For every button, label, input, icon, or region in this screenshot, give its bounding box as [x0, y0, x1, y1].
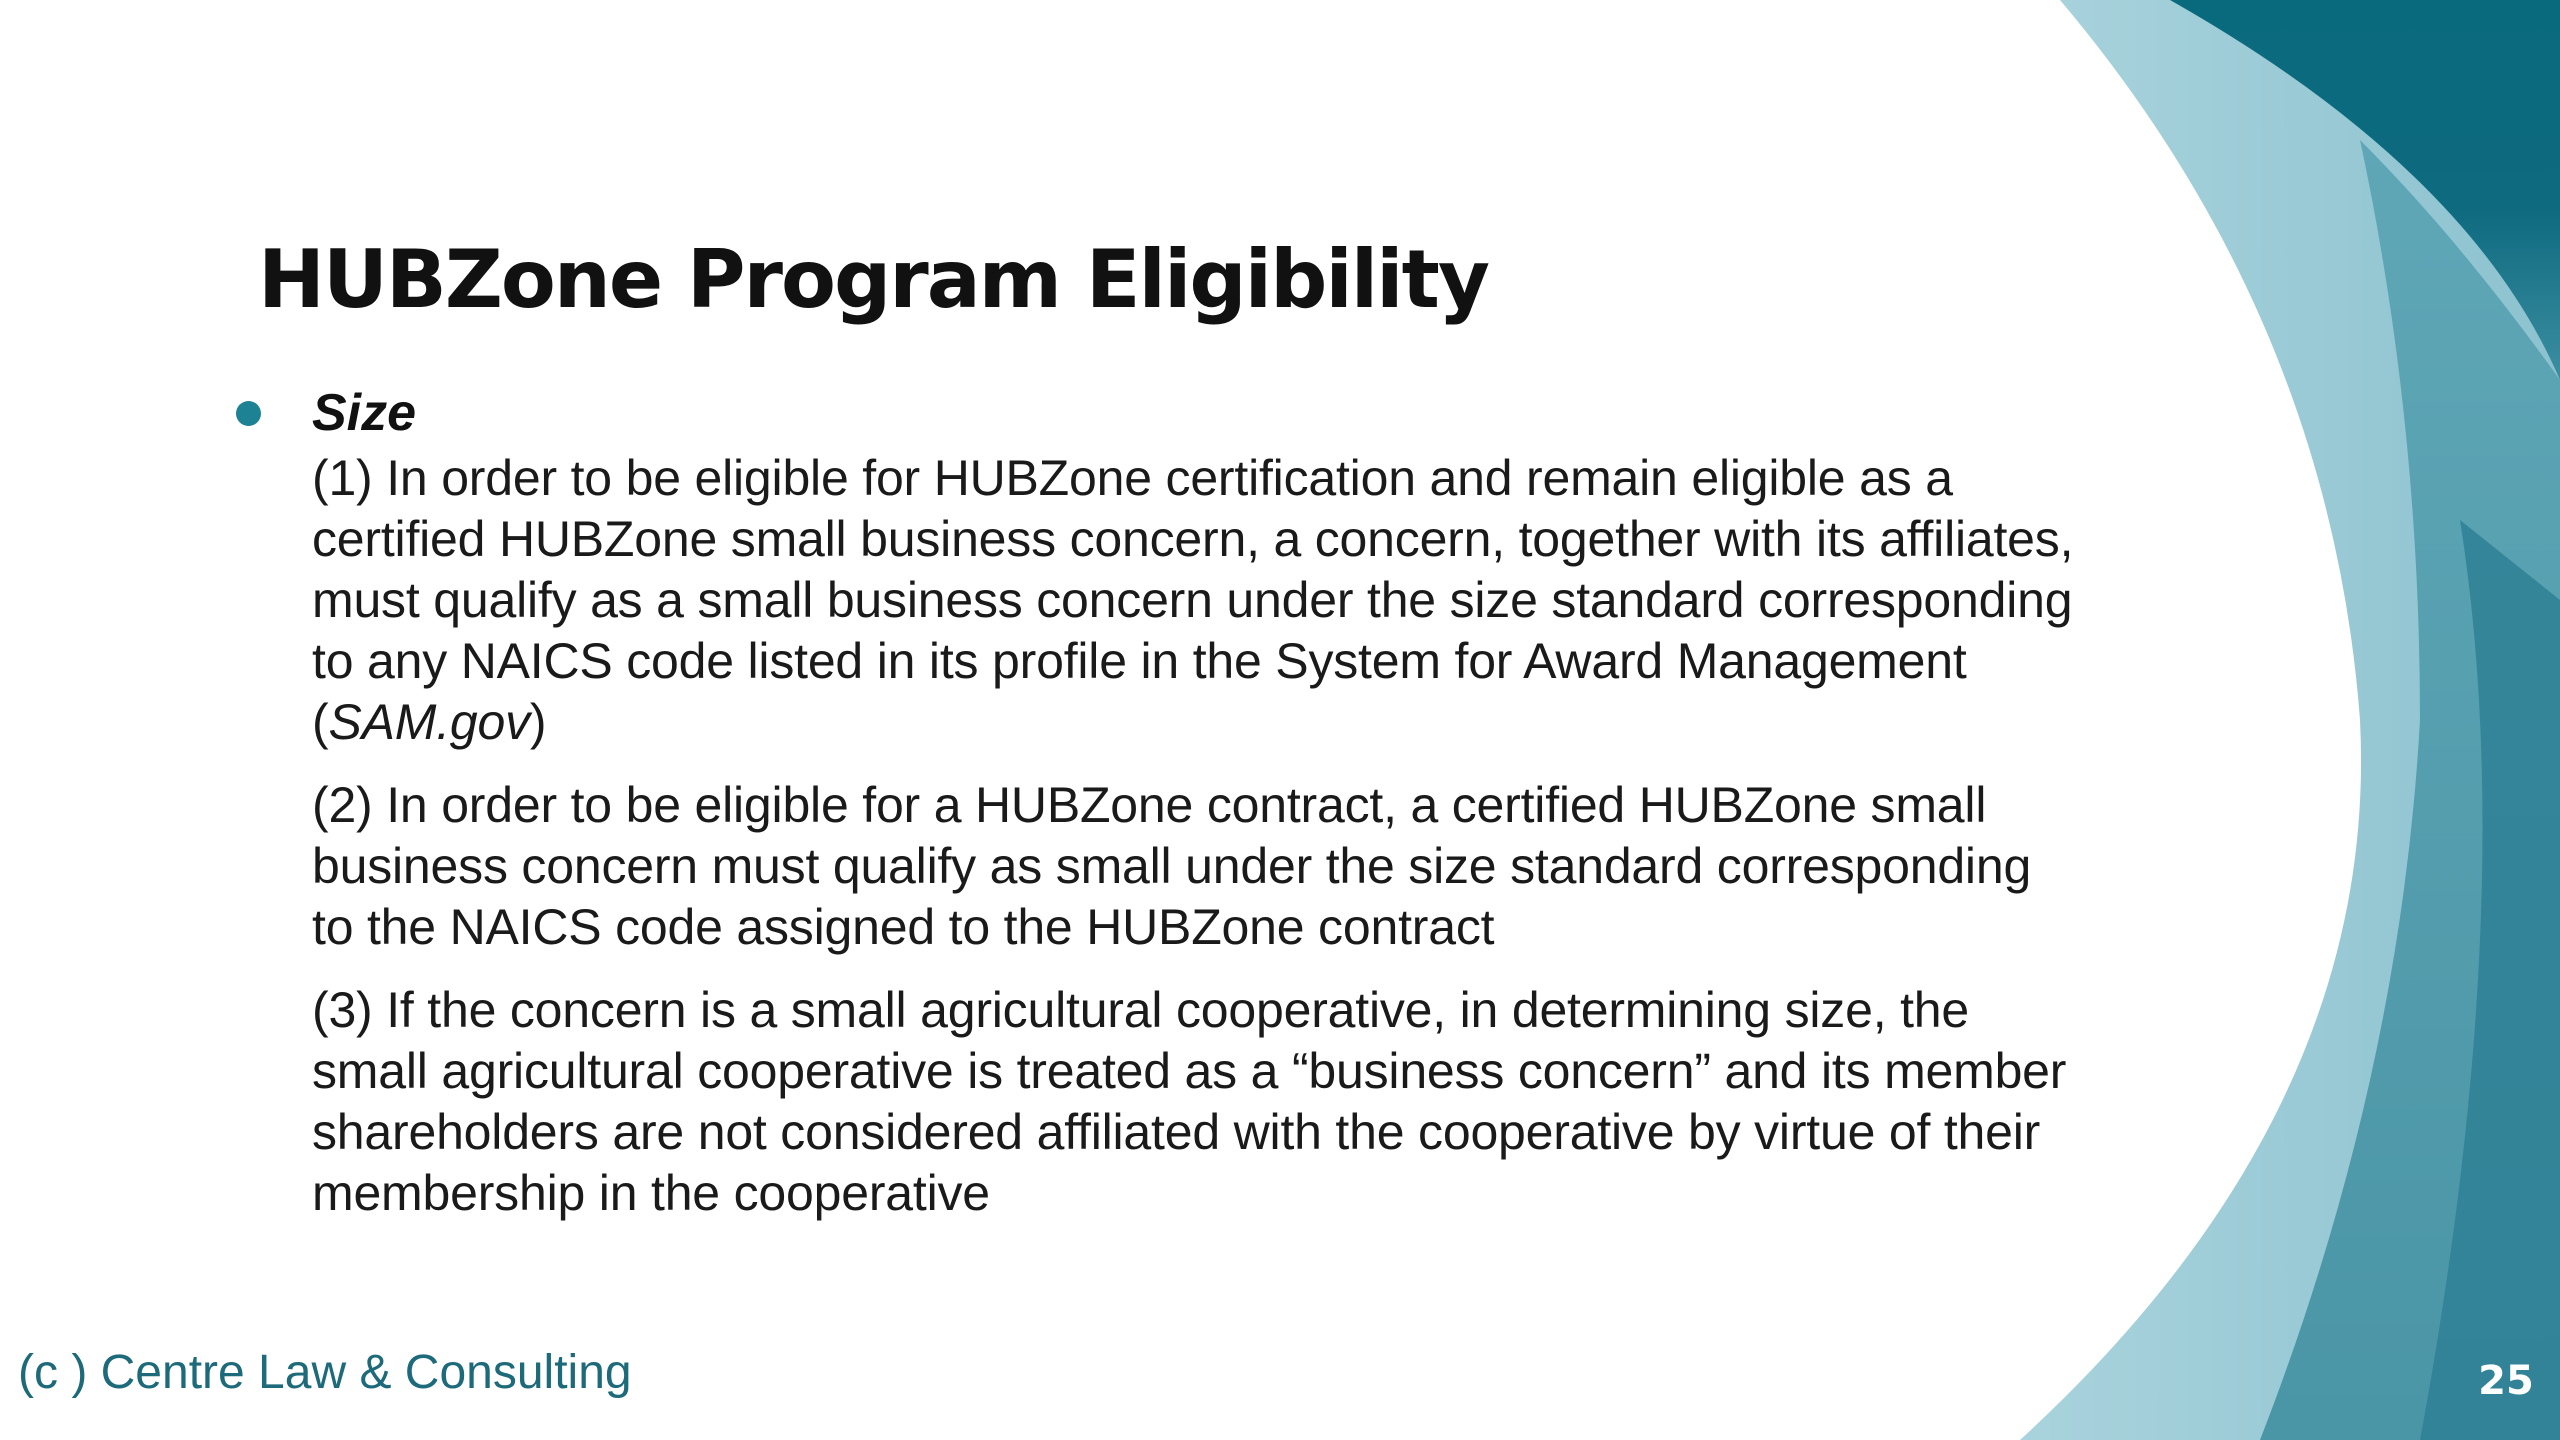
paragraph-line: shareholders are not considered affiliated with the cooperative by virtue of their [312, 1104, 2041, 1160]
paragraph-1 [312, 448, 2232, 753]
paragraph-line: to the NAICS code assigned to the HUBZone contract [312, 899, 1495, 955]
bullet-label: Size [312, 384, 417, 442]
paragraph-2 [312, 775, 2232, 958]
paragraph-line: membership in the cooperative [312, 1165, 990, 1221]
paragraph-line [312, 692, 2232, 753]
paren-close: ) [529, 694, 547, 750]
paragraph-line: small agricultural cooperative is treated as a “business concern” and its member [312, 1043, 2067, 1099]
slide-content [232, 378, 2232, 1246]
slide-title: HUBZone Program Eligibility [258, 233, 1488, 326]
paragraph-line: must qualify as a small business concern under the size standard corresponding [312, 572, 2073, 628]
paragraph-line: certified HUBZone small business concern, a concern, together with its affiliates, [312, 511, 2074, 567]
paragraph-3 [312, 980, 2232, 1224]
paragraph-line: business concern must qualify as small under the size standard corresponding [312, 838, 2032, 894]
page-number: 25 [2478, 1358, 2534, 1404]
paragraph-line: (1) In order to be eligible for HUBZone certification and remain eligible as a [312, 450, 1953, 506]
footer-copyright: (c ) Centre Law & Consulting [18, 1346, 632, 1399]
bullet-dot-icon [236, 401, 261, 426]
paragraph-line: to any NAICS code listed in its profile in the System for Award Management [312, 633, 1967, 689]
paragraph-line: (3) If the concern is a small agricultural cooperative, in determining size, the [312, 982, 1969, 1038]
paren-open: ( [312, 694, 329, 750]
paragraph-line: (2) In order to be eligible for a HUBZone contract, a certified HUBZone small [312, 777, 1987, 833]
bullet-item-size [232, 378, 2232, 448]
sam-gov-text: SAM.gov [328, 694, 530, 750]
